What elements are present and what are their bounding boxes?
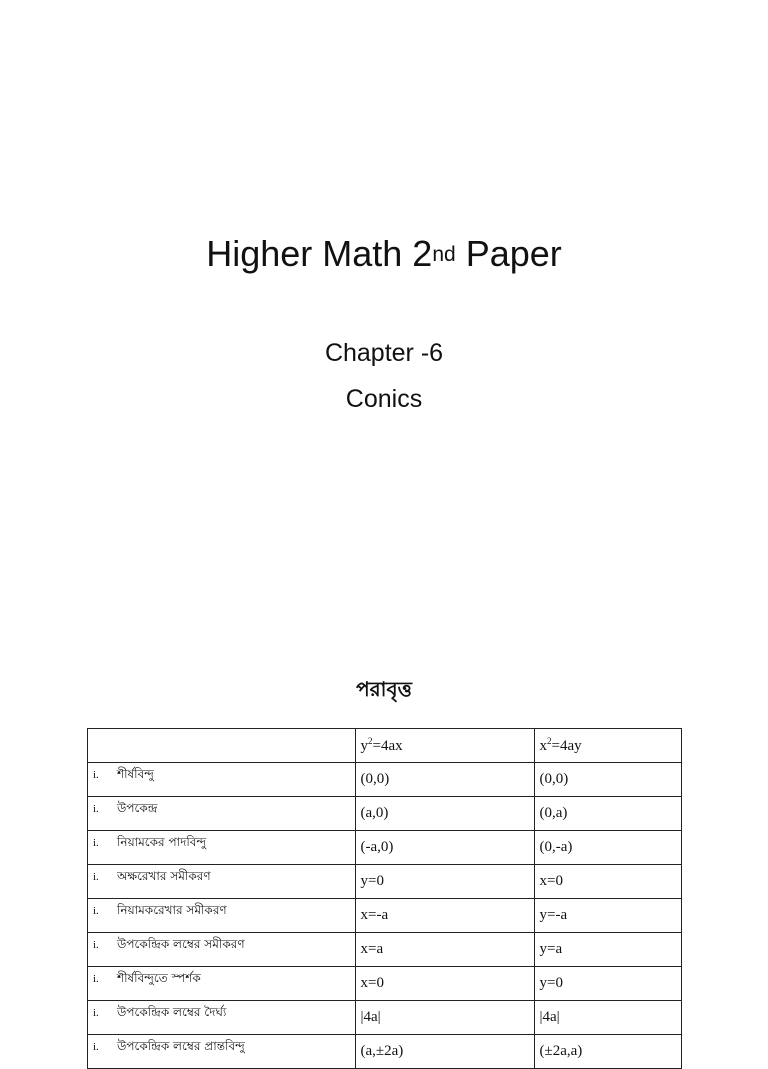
table-header-row (88, 729, 682, 763)
value-cell-equation-b: y=-a (534, 899, 682, 933)
header-cell-equation-b: $x^2=4ay$ (534, 729, 682, 763)
title-suffix: Paper (455, 233, 562, 274)
value-cell-equation-b: y=0 (534, 967, 682, 1001)
value-cell-equation-a: x=0 (355, 967, 534, 1001)
property-label: শীর্ষবিন্দু (117, 767, 154, 781)
table-row (88, 1001, 682, 1035)
value-cell-equation-b: x=0 (534, 865, 682, 899)
property-label: উপকেন্দ্রিক লম্বের প্রান্তবিন্দু (117, 1039, 245, 1053)
page-title (0, 232, 768, 276)
property-cell (88, 967, 356, 1001)
property-cell (88, 1035, 356, 1069)
list-marker: i. (93, 905, 99, 917)
property-label: উপকেন্দ্রিক লম্বের দৈর্ঘ্য (117, 1005, 227, 1019)
property-label: অক্ষরেখার সমীকরণ (117, 869, 211, 883)
property-label: উপকেন্দ্রিক লম্বের সমীকরণ (117, 937, 245, 951)
property-cell (88, 797, 356, 831)
value-cell-equation-b: |4a| (534, 1001, 682, 1035)
chapter-label: Chapter -6 (324, 339, 444, 367)
property-label: নিয়ামকের পাদবিন্দু (117, 835, 207, 849)
table-row (88, 1035, 682, 1069)
table-row (88, 899, 682, 933)
table-row (88, 797, 682, 831)
list-marker: i. (93, 1041, 99, 1053)
list-marker: i. (93, 837, 99, 849)
value-cell-equation-a: y=0 (355, 865, 534, 899)
value-cell-equation-a: (a,0) (355, 797, 534, 831)
property-label: নিয়ামকরেখার সমীকরণ (117, 903, 227, 917)
section-heading: পরাবৃত্ত (356, 677, 412, 701)
table-row (88, 763, 682, 797)
value-cell-equation-b: (0,a) (534, 797, 682, 831)
value-cell-equation-a: (0,0) (355, 763, 534, 797)
value-cell-equation-a: x=a (355, 933, 534, 967)
property-label: উপকেন্দ্র (117, 801, 158, 815)
value-cell-equation-b: y=a (534, 933, 682, 967)
table-row (88, 865, 682, 899)
value-cell-equation-a: (a,±2a) (355, 1035, 534, 1069)
property-cell (88, 865, 356, 899)
list-marker: i. (93, 1007, 99, 1019)
property-cell (88, 831, 356, 865)
value-cell-equation-b: (0,0) (534, 763, 682, 797)
list-marker: i. (93, 769, 99, 781)
value-cell-equation-a: (-a,0) (355, 831, 534, 865)
parabola-properties-table (87, 728, 682, 1069)
property-cell (88, 899, 356, 933)
value-cell-equation-b: (0,-a) (534, 831, 682, 865)
value-cell-equation-a: x=-a (355, 899, 534, 933)
property-label: শীর্ষবিন্দুতে স্পর্শক (117, 971, 201, 985)
table-row (88, 831, 682, 865)
list-marker: i. (93, 973, 99, 985)
property-cell (88, 1001, 356, 1035)
list-marker: i. (93, 871, 99, 883)
header-cell-property (88, 729, 356, 763)
header-cell-equation-a: $y^2=4ax$ (355, 729, 534, 763)
topic-label: Conics (345, 385, 423, 413)
value-cell-equation-a: |4a| (355, 1001, 534, 1035)
property-cell (88, 933, 356, 967)
table-row (88, 967, 682, 1001)
list-marker: i. (93, 939, 99, 951)
value-cell-equation-b: (±2a,a) (534, 1035, 682, 1069)
property-cell (88, 763, 356, 797)
list-marker: i. (93, 803, 99, 815)
title-prefix: Higher Math 2 (206, 233, 433, 274)
title-superscript: nd (432, 243, 456, 266)
table-row (88, 933, 682, 967)
